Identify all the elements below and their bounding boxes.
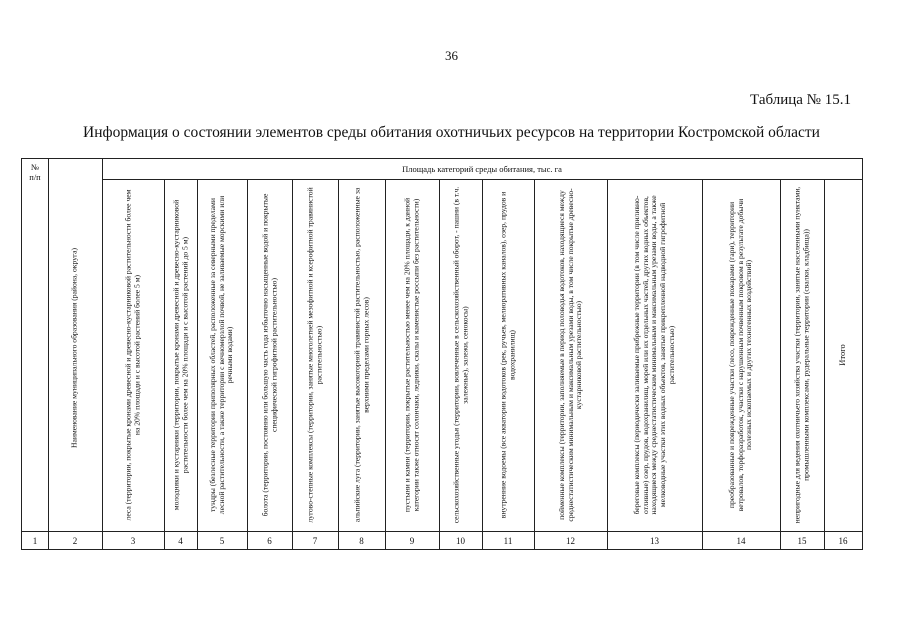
column-number-5: 5 xyxy=(219,536,225,546)
column-number-3: 3 xyxy=(130,536,136,546)
header-category-3: тундры (безлесные территории приполярных областей, расположенные за северными пределами лесной растительности, а также территории с вечномерзлой почвой, не заливаемые морскими или речными водами) xyxy=(207,195,235,515)
divider-col-10 xyxy=(482,179,483,549)
header-group: Площадь категорий среды обитания, тыс. га xyxy=(402,164,562,174)
divider-col-4 xyxy=(197,179,198,549)
divider-col-5 xyxy=(247,179,248,549)
header-number: № п/п xyxy=(29,162,41,182)
header-category-4: болота (территории, постоянно или большую часть года избыточно насыщенные водой и покрытые специфической гигрофитной растительностью) xyxy=(259,193,278,517)
column-number-13: 13 xyxy=(650,536,659,546)
divider-col-15 xyxy=(824,179,825,549)
header-municipality: Наименование муниципального образования (района, округа) xyxy=(69,247,79,449)
header-category-2: молодняки и кустарники (территории, покрытые кронами древесной и древесно-кустарниковой растительности более чем на 20% площади и с высотой растений до 5 м) xyxy=(170,199,189,511)
divider-col-6 xyxy=(292,179,293,549)
divider-col-2 xyxy=(102,159,103,549)
column-number-2: 2 xyxy=(72,536,78,546)
header-category-13: непригодные для ведения охотничьего хозяйства участки (территории, занятые населенными пунктами, промышленными комплексами, рудеральные территории (свалки, кладбища)) xyxy=(792,186,810,524)
page-number: 36 xyxy=(445,48,458,63)
header-category-6: альпийские луга (территории, занятые высокогорной травянистой растительностью, расположенные за верхними пределами горных лесов) xyxy=(351,187,370,523)
header-category-1: леса (территории, покрытые кронами древесной и древесно-кустарниковой растительности более чем на 20% площади и с высотой растений более 5 м) xyxy=(123,189,141,521)
header-category-5: лугово-степные комплексы (территории, занятые многолетней мезофитной и ксерофитной травянистой растительностью) xyxy=(305,187,323,523)
column-number-14: 14 xyxy=(736,536,746,546)
header-category-10: пойменные комплексы (территории, заполняемые в период половодья водотоков, находящиеся между среднестатистическим минимальным и максимальным урезами воды, в том числе покрытые древесно-кустарниковой растительностью) xyxy=(556,188,583,522)
header-category-7: пустыни и камни (территории, покрытые растительностью менее чем на 20% площади, к данной категории также относят солончаки, ледники, скалы и каменистые россыпи без растительности) xyxy=(402,197,420,513)
header-category-11: береговые комплексы (периодически заливаемые прибрежные территории (в том числе приливно-отливные) озер, прудов, водохранилищ, морей или их отдельных частей, других водных объектов, находящиеся между среднестатистическим минимальным и максимальным урезами воды, а также мелководные участки этих водных объектов, занятые прикрепленной надводной гигрофитной растительностью) xyxy=(631,195,676,515)
header-category-9: внутренние водоемы (все акватории водотоков (рек, ручьев, мелиоративных каналов), озер, прудов и водохранилищ) xyxy=(498,191,516,519)
table-label: Таблица № 15.1 xyxy=(750,92,851,108)
column-number-16: 16 xyxy=(838,536,848,546)
header-category-12: преобразованные и поврежденные участки (лесо, поврежденные пожарами (гари), территории ветровалов, торфоразработок, участки с нарушенным почвенным покровом в результате добычи полезных ископаемых и других техногенных воздействий) xyxy=(726,198,754,512)
column-number-8: 8 xyxy=(359,536,364,546)
header-category-14: Итого xyxy=(837,344,848,366)
divider-col-1 xyxy=(48,159,49,549)
header-category-8: сельскохозяйственные угодья (территории, вовлеченные в сельскохозяйственный оборот, - пашни (в т.ч. залежные), залежи, сенокосы) xyxy=(450,186,469,524)
column-number-15: 15 xyxy=(797,536,807,546)
divider-col-11 xyxy=(534,179,535,549)
divider-col-9 xyxy=(439,179,440,549)
column-number-12: 12 xyxy=(566,536,575,546)
column-number-7: 7 xyxy=(312,536,318,546)
column-number-10: 10 xyxy=(456,536,465,546)
column-number-9: 9 xyxy=(409,536,415,546)
divider-col-7 xyxy=(338,179,339,549)
divider-col-8 xyxy=(385,179,386,549)
divider-col-12 xyxy=(607,179,608,549)
column-number-11: 11 xyxy=(503,536,513,546)
column-number-4: 4 xyxy=(178,536,183,546)
divider-column-numbers xyxy=(22,531,862,532)
divider-col-3 xyxy=(164,179,165,549)
column-number-6: 6 xyxy=(267,536,272,546)
divider-col-13 xyxy=(702,179,703,549)
divider-col-14 xyxy=(780,179,781,549)
habitat-table xyxy=(21,158,863,550)
column-number-1: 1 xyxy=(32,536,38,546)
document-title: Информация о состоянии элементов среды обитания охотничьих ресурсов на территории Костромской области xyxy=(83,124,820,141)
divider-group-header xyxy=(102,179,862,180)
